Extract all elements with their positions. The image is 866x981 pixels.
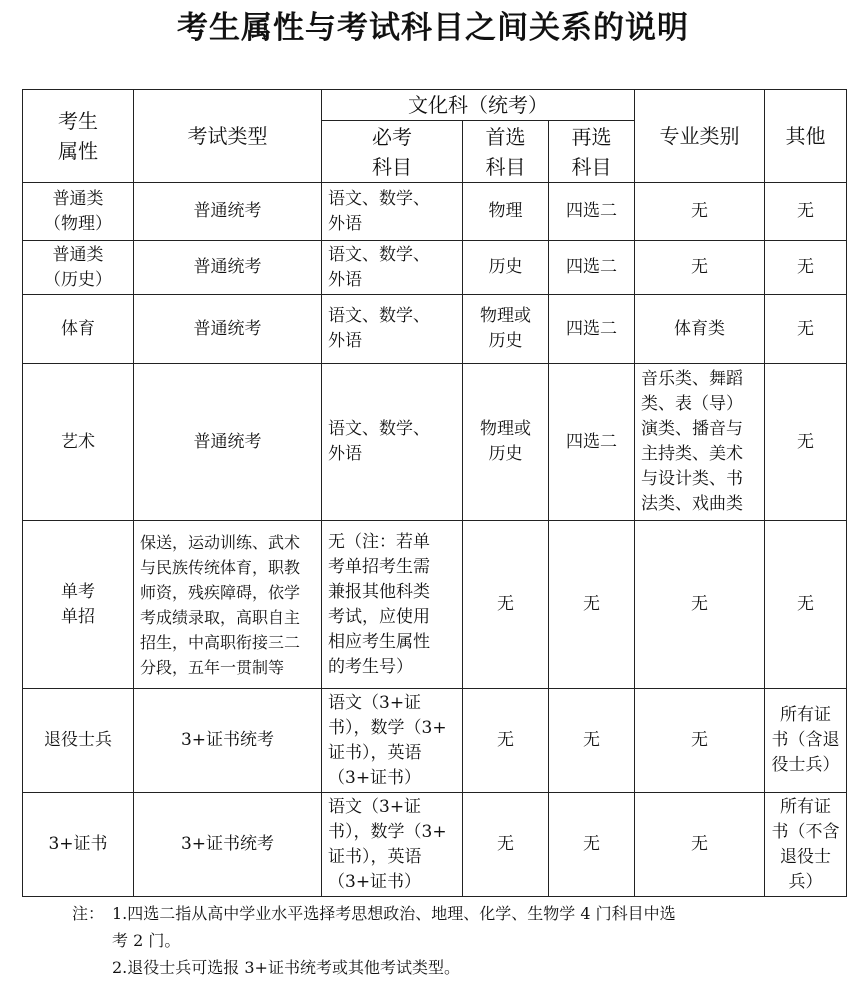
header-exam-type: 考试类型 <box>134 90 322 183</box>
table-row <box>23 793 847 897</box>
cell-attribute: 单考 单招 <box>23 521 134 689</box>
cell-second-choice: 无 <box>549 793 635 897</box>
cell-exam-type: 普通统考 <box>134 295 322 364</box>
note-text: 1.四选二指从高中学业水平选择考思想政治、地理、化学、生物学 4 门科目中选 <box>112 904 676 923</box>
header-second-choice: 再选 科目 <box>549 121 635 183</box>
cell-required: 语文、数学、 外语 <box>322 364 463 521</box>
cell-required: 无（注：若单 考单招考生需 兼报其他科类 考试，应使用 相应考生属性 的考生号） <box>322 521 463 689</box>
table-row <box>23 295 847 364</box>
cell-second-choice: 四选二 <box>549 364 635 521</box>
cell-other: 所有证 书（不含 退役士 兵） <box>765 793 847 897</box>
cell-second-choice: 四选二 <box>549 183 635 241</box>
header-first-choice: 首选 科目 <box>463 121 549 183</box>
cell-first-choice: 无 <box>463 793 549 897</box>
cell-second-choice: 无 <box>549 521 635 689</box>
cell-attribute: 3+证书 <box>23 793 134 897</box>
table-row <box>23 689 847 793</box>
cell-first-choice: 物理或 历史 <box>463 364 549 521</box>
cell-other: 所有证 书（含退 役士兵） <box>765 689 847 793</box>
note-text: 2.退役士兵可选报 3+证书统考或其他考试类型。 <box>112 958 460 977</box>
table-row <box>23 183 847 241</box>
cell-second-choice: 四选二 <box>549 241 635 295</box>
cell-second-choice: 无 <box>549 689 635 793</box>
cell-other: 无 <box>765 521 847 689</box>
cell-major-category: 无 <box>635 183 765 241</box>
header-attribute: 考生 属性 <box>23 90 134 183</box>
table-header <box>23 90 847 183</box>
table-body <box>23 183 847 897</box>
cell-attribute: 体育 <box>23 295 134 364</box>
cell-exam-type: 普通统考 <box>134 364 322 521</box>
cell-required: 语文、数学、 外语 <box>322 241 463 295</box>
header-culture-group: 文化科（统考） <box>322 90 635 121</box>
cell-exam-type: 3+证书统考 <box>134 689 322 793</box>
cell-major-category: 体育类 <box>635 295 765 364</box>
cell-other: 无 <box>765 183 847 241</box>
cell-required: 语文、数学、 外语 <box>322 295 463 364</box>
cell-exam-type: 普通统考 <box>134 183 322 241</box>
note-text: 考 2 门。 <box>112 931 181 950</box>
cell-other: 无 <box>765 364 847 521</box>
page-title: 考生属性与考试科目之间关系的说明 <box>177 10 689 46</box>
header-required: 必考 科目 <box>322 121 463 183</box>
cell-first-choice: 物理或 历史 <box>463 295 549 364</box>
cell-first-choice: 无 <box>463 521 549 689</box>
cell-required: 语文、数学、 外语 <box>322 183 463 241</box>
cell-second-choice: 四选二 <box>549 295 635 364</box>
note-prefix: 注： <box>72 904 105 923</box>
cell-first-choice: 历史 <box>463 241 549 295</box>
cell-attribute: 退役士兵 <box>23 689 134 793</box>
note-item <box>72 954 832 981</box>
cell-major-category: 无 <box>635 521 765 689</box>
note-item <box>72 927 832 954</box>
header-major-category: 专业类别 <box>635 90 765 183</box>
cell-required: 语文（3+证 书），数学（3+ 证书），英语 （3+证书） <box>322 793 463 897</box>
cell-major-category: 无 <box>635 793 765 897</box>
cell-exam-type: 3+证书统考 <box>134 793 322 897</box>
table-row <box>23 364 847 521</box>
cell-major-category: 无 <box>635 689 765 793</box>
table-row <box>23 241 847 295</box>
notes <box>72 900 832 981</box>
cell-first-choice: 物理 <box>463 183 549 241</box>
cell-first-choice: 无 <box>463 689 549 793</box>
cell-required: 语文（3+证 书），数学（3+ 证书），英语 （3+证书） <box>322 689 463 793</box>
cell-other: 无 <box>765 295 847 364</box>
cell-major-category: 音乐类、舞蹈 类、表（导） 演类、播音与 主持类、美术 与设计类、书 法类、戏曲类 <box>635 364 765 521</box>
cell-exam-type: 保送，运动训练、武术 与民族传统体育，职教 师资，残疾障碍，依学 考成绩录取，高职自主 招生，中高职衔接三二 分段，五年一贯制等 <box>134 521 322 689</box>
subject-table <box>22 89 847 897</box>
cell-attribute: 艺术 <box>23 364 134 521</box>
cell-exam-type: 普通统考 <box>134 241 322 295</box>
table-row <box>23 521 847 689</box>
cell-other: 无 <box>765 241 847 295</box>
cell-attribute: 普通类 （物理） <box>23 183 134 241</box>
header-other: 其他 <box>765 90 847 183</box>
note-item <box>72 900 832 927</box>
cell-attribute: 普通类 （历史） <box>23 241 134 295</box>
cell-major-category: 无 <box>635 241 765 295</box>
